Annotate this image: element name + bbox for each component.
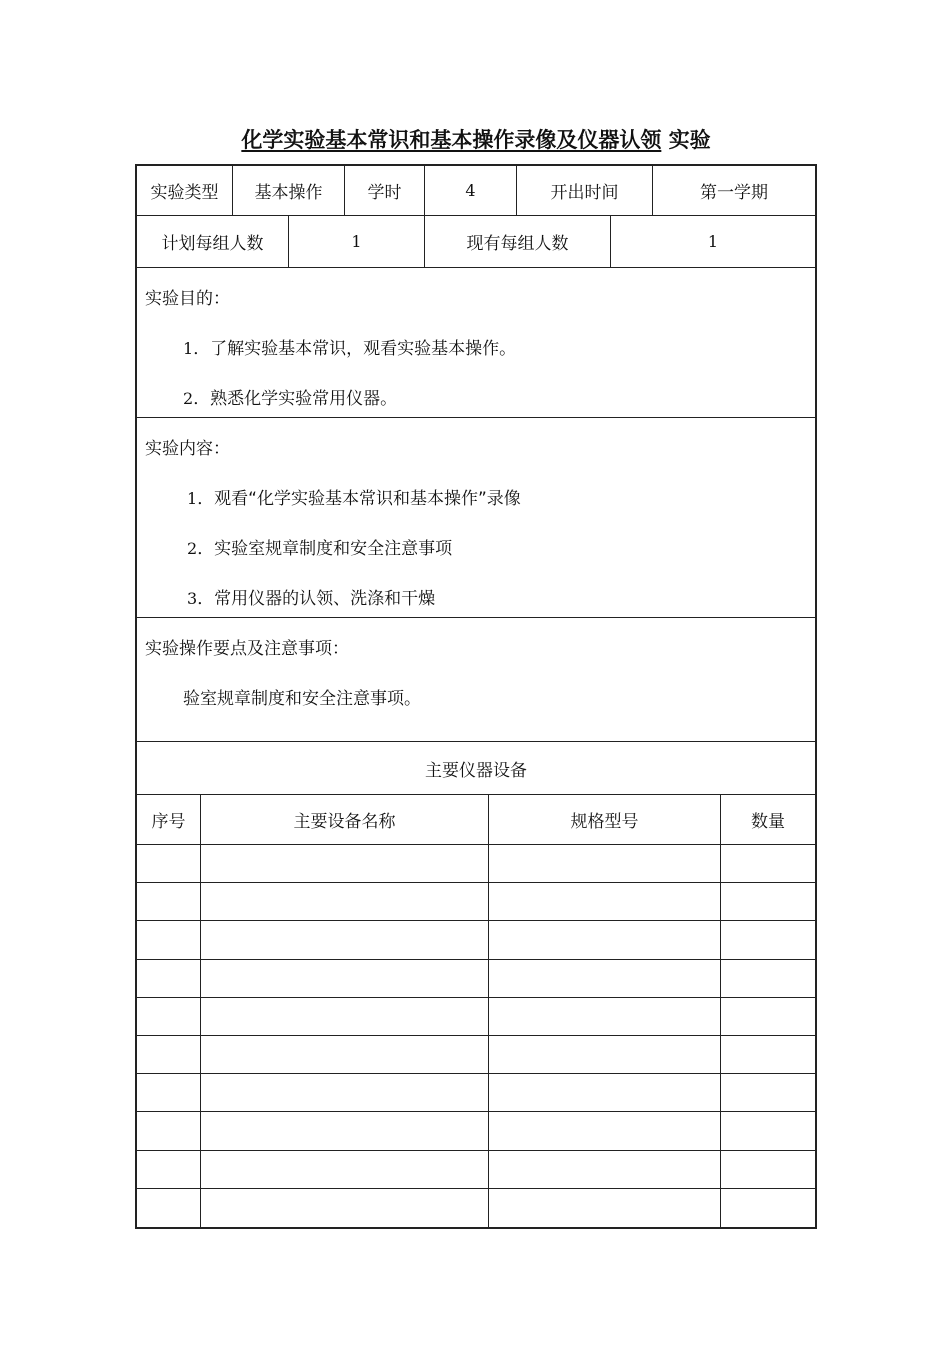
table-row <box>137 1189 815 1227</box>
cell-serial <box>137 845 201 882</box>
table-row <box>137 998 815 1036</box>
cell-quantity <box>721 1074 815 1111</box>
cell-spec <box>489 998 721 1035</box>
table-row <box>137 883 815 921</box>
cell-quantity <box>721 998 815 1035</box>
col-name: 主要设备名称 <box>201 795 489 844</box>
table-row <box>137 960 815 998</box>
time-value: 第一学期 <box>700 183 768 203</box>
table-row <box>137 1074 815 1112</box>
cell-spec <box>489 845 721 882</box>
cell-spec <box>489 1112 721 1149</box>
purpose-heading: 实验目的： <box>145 289 230 309</box>
cell-spec <box>489 921 721 958</box>
type-value: 基本操作 <box>233 166 345 215</box>
hours-label: 学时 <box>345 166 425 215</box>
purpose-item: 1．了解实验基本常识，观看实验基本操作。 <box>183 339 517 359</box>
page-title <box>0 124 952 156</box>
cell-serial <box>137 1036 201 1073</box>
time-label: 开出时间 <box>517 166 653 215</box>
title-suffix: 实验 <box>668 128 711 152</box>
cell-serial <box>137 1112 201 1149</box>
cell-name <box>201 1074 489 1111</box>
info-row-1 <box>137 166 815 216</box>
cell-name <box>201 883 489 920</box>
purpose-section <box>137 268 815 418</box>
cell-serial <box>137 960 201 997</box>
current-value: 1 <box>707 232 719 251</box>
cell-serial <box>137 998 201 1035</box>
notes-section <box>137 618 815 742</box>
table-row <box>137 921 815 959</box>
content-heading: 实验内容： <box>145 439 230 459</box>
col-quantity: 数量 <box>751 812 785 832</box>
planned-label: 计划每组人数 <box>137 216 289 267</box>
title-underlined: 化学实验基本常识和基本操作录像及仪器认领 <box>241 128 662 152</box>
cell-spec <box>489 1074 721 1111</box>
table-row <box>137 1151 815 1189</box>
cell-name <box>201 1151 489 1188</box>
cell-spec <box>489 1151 721 1188</box>
cell-serial <box>137 1189 201 1227</box>
cell-name <box>201 845 489 882</box>
current-label: 现有每组人数 <box>425 216 611 267</box>
cell-name <box>201 1189 489 1227</box>
equipment-header-row <box>137 795 815 845</box>
cell-name <box>201 1112 489 1149</box>
cell-quantity <box>721 845 815 882</box>
purpose-item: 2．熟悉化学实验常用仪器。 <box>183 389 398 409</box>
cell-quantity <box>721 960 815 997</box>
col-spec: 规格型号 <box>489 795 721 844</box>
cell-spec <box>489 1189 721 1227</box>
col-serial: 序号 <box>137 795 201 844</box>
cell-serial <box>137 1074 201 1111</box>
cell-spec <box>489 1036 721 1073</box>
content-item: 2．实验室规章制度和安全注意事项 <box>187 539 453 559</box>
planned-value: 1 <box>289 216 425 267</box>
equipment-section-title: 主要仪器设备 <box>137 742 815 795</box>
notes-text: 验室规章制度和安全注意事项。 <box>183 689 421 709</box>
cell-name <box>201 921 489 958</box>
content-section <box>137 418 815 618</box>
cell-spec <box>489 883 721 920</box>
cell-serial <box>137 1151 201 1188</box>
cell-quantity <box>721 921 815 958</box>
content-item: 3．常用仪器的认领、洗涤和干燥 <box>187 589 436 609</box>
cell-name <box>201 998 489 1035</box>
cell-quantity <box>721 1036 815 1073</box>
cell-serial <box>137 883 201 920</box>
cell-name <box>201 1036 489 1073</box>
info-row-2 <box>137 216 815 268</box>
cell-quantity <box>721 883 815 920</box>
table-row <box>137 1112 815 1150</box>
table-row <box>137 1036 815 1074</box>
experiment-table <box>135 164 817 1229</box>
type-label: 实验类型 <box>137 166 233 215</box>
content-item: 1．观看“化学实验基本常识和基本操作”录像 <box>187 489 521 509</box>
cell-quantity <box>721 1189 815 1227</box>
hours-value: 4 <box>425 166 517 215</box>
cell-quantity <box>721 1112 815 1149</box>
notes-heading: 实验操作要点及注意事项： <box>145 639 349 659</box>
cell-spec <box>489 960 721 997</box>
table-row <box>137 845 815 883</box>
cell-serial <box>137 921 201 958</box>
cell-name <box>201 960 489 997</box>
cell-quantity <box>721 1151 815 1188</box>
